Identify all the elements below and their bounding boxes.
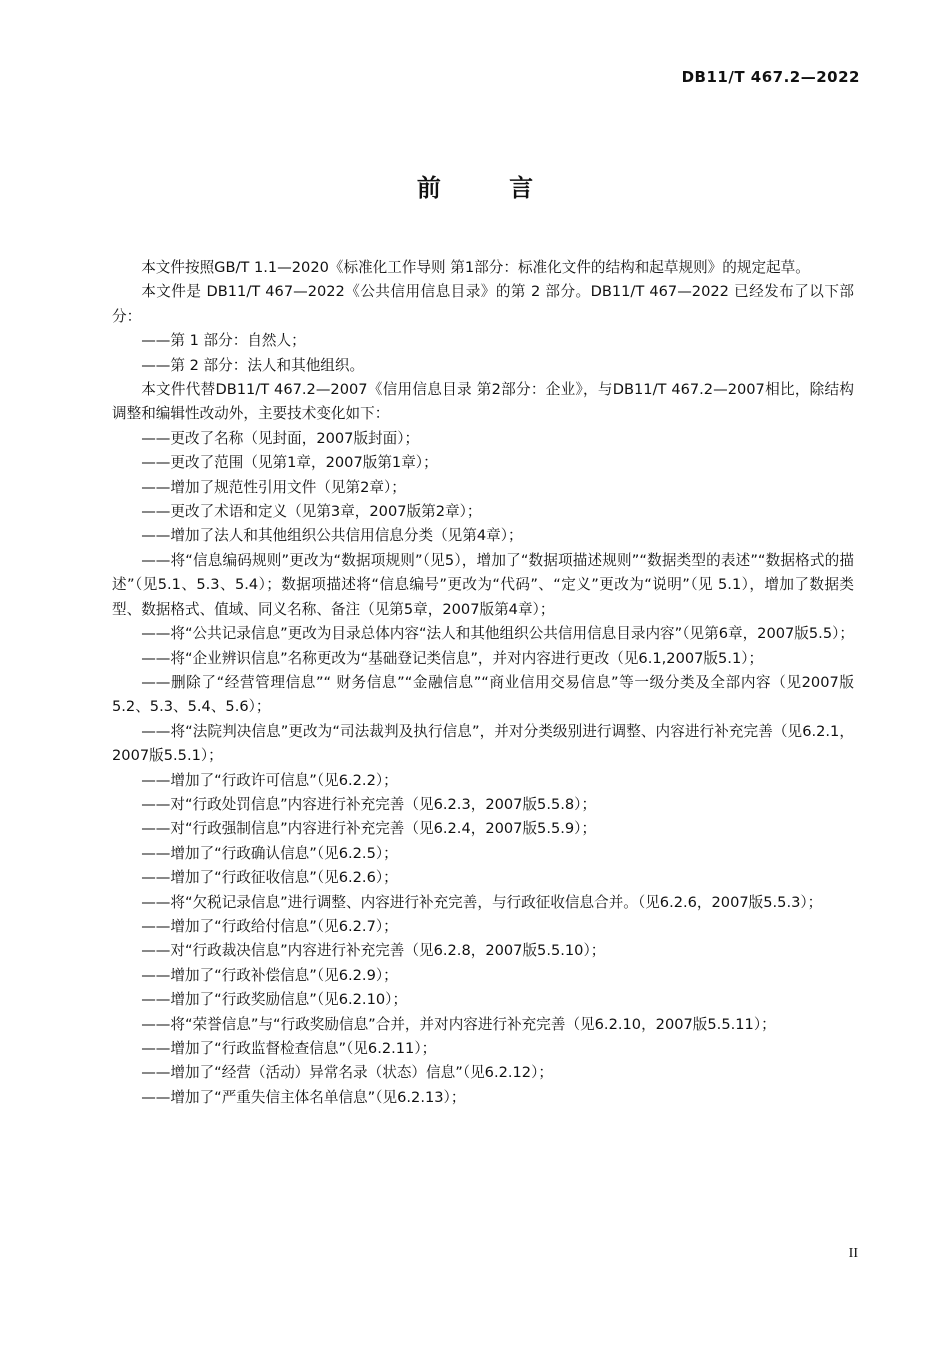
list-item: ——更改了名称（见封面，2007版封面）； [141,429,420,447]
list-item: ——对“行政裁决信息”内容进行补充完善（见6.2.8，2007版5.5.10）； [141,942,606,960]
list-item: ——增加了“行政确认信息”（见6.2.5）； [141,844,398,862]
list-item: ——增加了“行政给付信息”（见6.2.7）； [141,917,398,935]
list-item: ——增加了“行政监督检查信息”（见6.2.11）； [141,1040,437,1057]
list-item: ——对“行政强制信息”内容进行补充完善（见6.2.4，2007版5.5.9）； [141,820,597,838]
list-item: ——更改了范围（见第1章，2007版第1章）； [141,454,438,472]
list-item: ——增加了“行政奖励信息”（见6.2.10）； [141,991,408,1009]
list-item: ——将“荣誉信息”与“行政奖励信息”合并，并对内容进行补充完善（见6.2.10，2007版5.5.11）； [141,1015,776,1033]
list-item: ——将“欠税记录信息”进行调整、内容进行补充完善，与行政征收信息合并。（见6.2.6，2007版5.5.3）； [141,893,823,911]
list-item: ——增加了规范性引用文件（见第2章）； [141,478,406,496]
list-item: ——第 2 部分：法人和其他组织。 [141,356,365,374]
list-item: ——删除了“经营管理信息”“ 财务信息”“金融信息”“商业信用交易信息”等一级分类及全部内容（见2007版5.2、5.3、5.4、5.6）； [112,673,854,716]
paragraph: 本文件代替DB11/T 467.2—2007《信用信息目录 第2部分：企业》，与DB11/T 467.2—2007相比，除结构调整和编辑性改动外，主要技术变化如下： [112,381,854,423]
list-item: ——对“行政处罚信息”内容进行补充完善（见6.2.3，2007版5.5.8）； [141,795,597,813]
list-item: ——增加了“严重失信主体名单信息”（见6.2.13）； [141,1088,466,1106]
list-item: ——增加了“经营（活动）异常名录（状态）信息”（见6.2.12）； [141,1064,553,1082]
paragraph: 本文件是 DB11/T 467—2022《公共信用信息目录》的第 2 部分。DB11/T 467—2022 已经发布了以下部分： [112,283,854,325]
list-item: ——增加了“行政许可信息”（见6.2.2）； [141,771,398,789]
list-item: ——将“法院判决信息”更改为“司法裁判及执行信息”，并对分类级别进行调整、内容进行补充完善（见6.2.1，2007版5.5.1）； [112,722,854,765]
list-item: ——更改了术语和定义（见第3章，2007版第2章）； [141,503,482,521]
list-item: ——将“企业辨识信息”名称更改为“基础登记类信息”，并对内容进行更改（见6.1,2007版5.1）； [141,649,764,667]
list-item: ——第 1 部分：自然人； [141,332,306,350]
list-item: ——增加了法人和其他组织公共信用信息分类（见第4章）； [141,527,523,545]
list-item: ——增加了“行政征收信息”（见6.2.6）； [141,869,398,887]
paragraph: 本文件按照GB/T 1.1—2020《标准化工作导则 第1部分：标准化文件的结构和起草规则》的规定起草。 [141,259,810,276]
page-title: 前 言 [416,174,564,202]
list-item: ——增加了“行政补偿信息”（见6.2.9）； [141,966,398,984]
list-item: ——将“公共记录信息”更改为目录总体内容“法人和其他组织公共信用信息目录内容”（见第6章，2007版5.5）； [141,625,854,643]
document-code: DB11/T 467.2—2022 [681,68,860,86]
list-item: ——将“信息编码规则”更改为“数据项规则”（见5），增加了“数据项描述规则”“数据类型的表述”“数据格式的描述”（见5.1、5.3、5.4）；数据项描述将“信息编号”更改为“代码”、“定义”更改为“说明”（见 5.1），增加了数据类型、数据格式、值域、同义名称、备注（见第5章，2007版第4章）； [112,551,854,618]
foreword-body [112,256,854,1110]
page-number: II [848,1246,858,1261]
